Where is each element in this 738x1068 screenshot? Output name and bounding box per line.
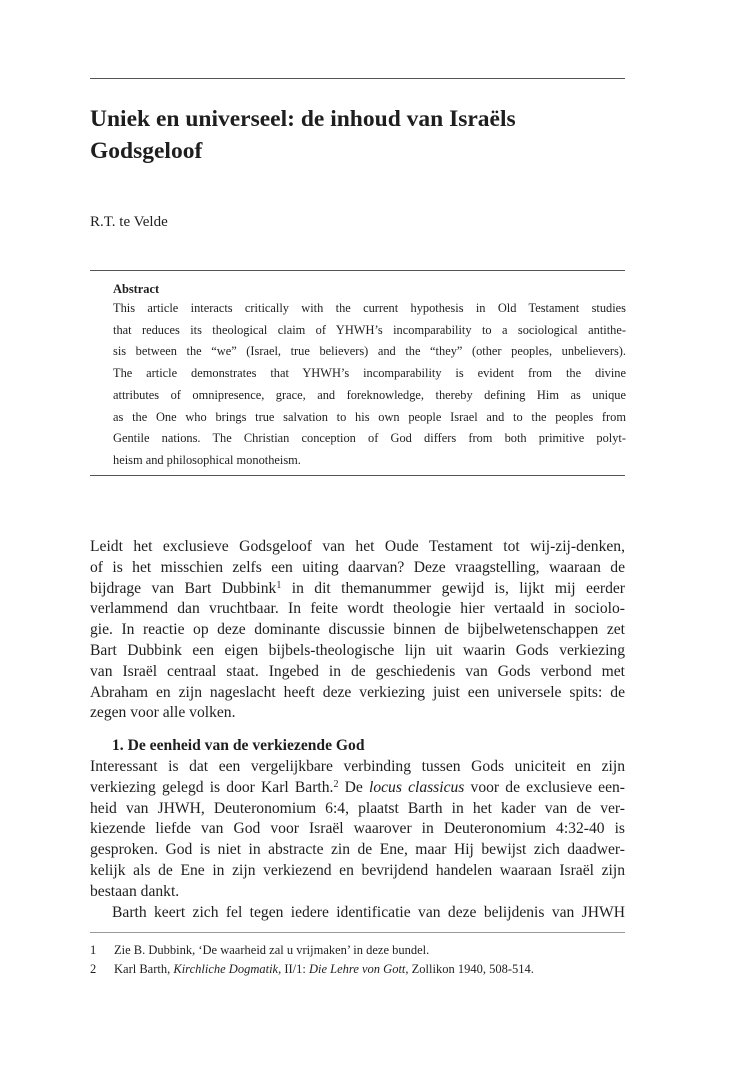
paragraph-line: [90, 620, 625, 641]
footnote-rule: [90, 932, 625, 933]
author: R.T. te Velde: [90, 214, 168, 230]
text-segment: van Israël centraal staat. Ingebed in de geschiedenis van Gods verbond met: [90, 662, 625, 680]
footnotes: [90, 941, 625, 979]
footnote-number: 1: [90, 943, 97, 957]
text-segment: Interessant is dat een vergelijkbare verbinding tussen Gods uniciteit en zijn: [90, 757, 625, 775]
text-segment: bijdrage van Bart Dubbink: [90, 579, 277, 597]
paragraph-line: [90, 703, 625, 724]
text-segment: De: [338, 778, 369, 796]
abstract: [113, 281, 626, 472]
paragraph-line: [90, 599, 625, 620]
abstract-line: The article demonstrates that YHWH’s incomparability is evident from the divine: [113, 366, 626, 381]
paragraph: [90, 537, 625, 724]
abstract-top-rule: [90, 270, 625, 271]
paragraph-line: [90, 778, 625, 799]
abstract-bottom-rule: [90, 475, 625, 476]
text-segment: Bart Dubbink een eigen bijbels-theologische lijn uit waarin Gods verkiezing: [90, 641, 625, 659]
text-segment: gie. In reactie op deze dominante discussie binnen de bijbelwetenschappen zet: [90, 621, 625, 639]
text-segment: Barth keert zich fel tegen iedere identificatie van deze belijdenis van JHWH: [112, 903, 625, 921]
paragraph-line: [90, 757, 625, 778]
footnote: [90, 960, 625, 979]
text-segment: Zie B. Dubbink, ‘De waarheid zal u vrijmaken’ in deze bundel.: [114, 943, 430, 957]
title-line: Uniek en universeel: de inhoud van Israëls: [90, 106, 516, 132]
abstract-line: heism and philosophical monotheism.: [113, 452, 301, 467]
text-segment: kiezende liefde van God voor Israël waarover in Deuteronomium 4:32-40 is: [90, 820, 625, 838]
footnote-text: [114, 941, 429, 960]
article-title: [90, 103, 630, 167]
text-segment: Abraham en zijn nageslacht heeft deze verkiezing juist een universele spits: de: [90, 683, 625, 701]
paragraph-line: [90, 819, 625, 840]
text-segment: bestaan dankt.: [90, 882, 180, 900]
paragraph-line: [90, 641, 625, 662]
paragraph-line: [90, 882, 625, 903]
title-line: Godsgeloof: [90, 138, 203, 164]
text-segment: , II/1:: [278, 962, 309, 976]
paragraph-line: [90, 861, 625, 882]
abstract-line: Gentile nations. The Christian conception of God differs from both primitive polyt-: [113, 431, 626, 446]
text-segment: kelijk als de Ene in zijn verkiezend en bevrijdend handelen waaraan Israël zijn: [90, 861, 625, 879]
paragraph: [90, 903, 625, 924]
paragraph-line: [90, 840, 625, 861]
top-rule: [90, 78, 625, 79]
paragraph-line: [90, 537, 625, 558]
footnote-text: [114, 960, 534, 979]
abstract-line: attributes of omnipresence, grace, and foreknowledge, thereby defining Him as unique: [113, 387, 626, 402]
text-segment: , Zollikon 1940, 508-514.: [405, 962, 534, 976]
text-segment: Karl Barth,: [114, 962, 174, 976]
paragraph-line: [90, 662, 625, 683]
footnote-ref: 1: [276, 579, 282, 591]
text-segment: in dit themanummer gewijd is, lijkt mij eerder: [281, 579, 625, 597]
text-segment: zegen voor alle volken.: [90, 704, 236, 722]
text-segment: Leidt het exclusieve Godsgeloof van het Oude Testament tot wij-zij-denken,: [90, 538, 625, 555]
abstract-line: as the One who brings true salvation to his own people Israel and to the peoples from: [113, 409, 626, 424]
abstract-heading: Abstract: [113, 282, 160, 296]
footnote-ref: 2: [333, 778, 339, 790]
abstract-line: that reduces its theological claim of YHWH’s incomparability to a sociological antithe-: [113, 322, 626, 337]
paragraph-line: [90, 799, 625, 820]
paragraph-line: [90, 903, 625, 924]
paragraph-line: [90, 579, 625, 600]
footnote: [90, 941, 625, 960]
paragraph: [90, 757, 625, 903]
section-heading: 1. De eenheid van de verkiezende God: [112, 737, 365, 755]
text-segment: verkiezing gelegd is door Karl Barth.: [90, 778, 334, 796]
text-segment: Die Lehre von Gott: [309, 962, 406, 976]
abstract-line: This article interacts critically with the current hypothesis in Old Testament studies: [113, 301, 626, 315]
abstract-line: sis between the “we” (Israel, true believers) and the “they” (other peoples, unbelievers).: [113, 344, 626, 359]
text-segment: verlammend dan vruchtbaar. In feite wordt theologie hier vertaald in sociolo-: [90, 600, 625, 618]
footnote-number: 2: [90, 962, 97, 976]
text-segment: voor de exclusieve een-: [464, 778, 625, 796]
text-segment: Kirchliche Dogmatik: [173, 962, 279, 976]
text-segment: gesproken. God is niet in abstracte zin de Ene, maar Hij bewijst zich daadwer-: [90, 841, 625, 859]
text-segment: heid van JHWH, Deuteronomium 6:4, plaatst Barth in het kader van de ver-: [90, 799, 625, 817]
article-body: [90, 537, 625, 923]
paragraph-line: [90, 558, 625, 579]
text-segment: locus classicus: [368, 778, 465, 796]
paragraph-line: [90, 683, 625, 704]
text-segment: of is het misschien zelfs een uiting daarvan? Deze vraagstelling, waaraan de: [90, 558, 625, 576]
